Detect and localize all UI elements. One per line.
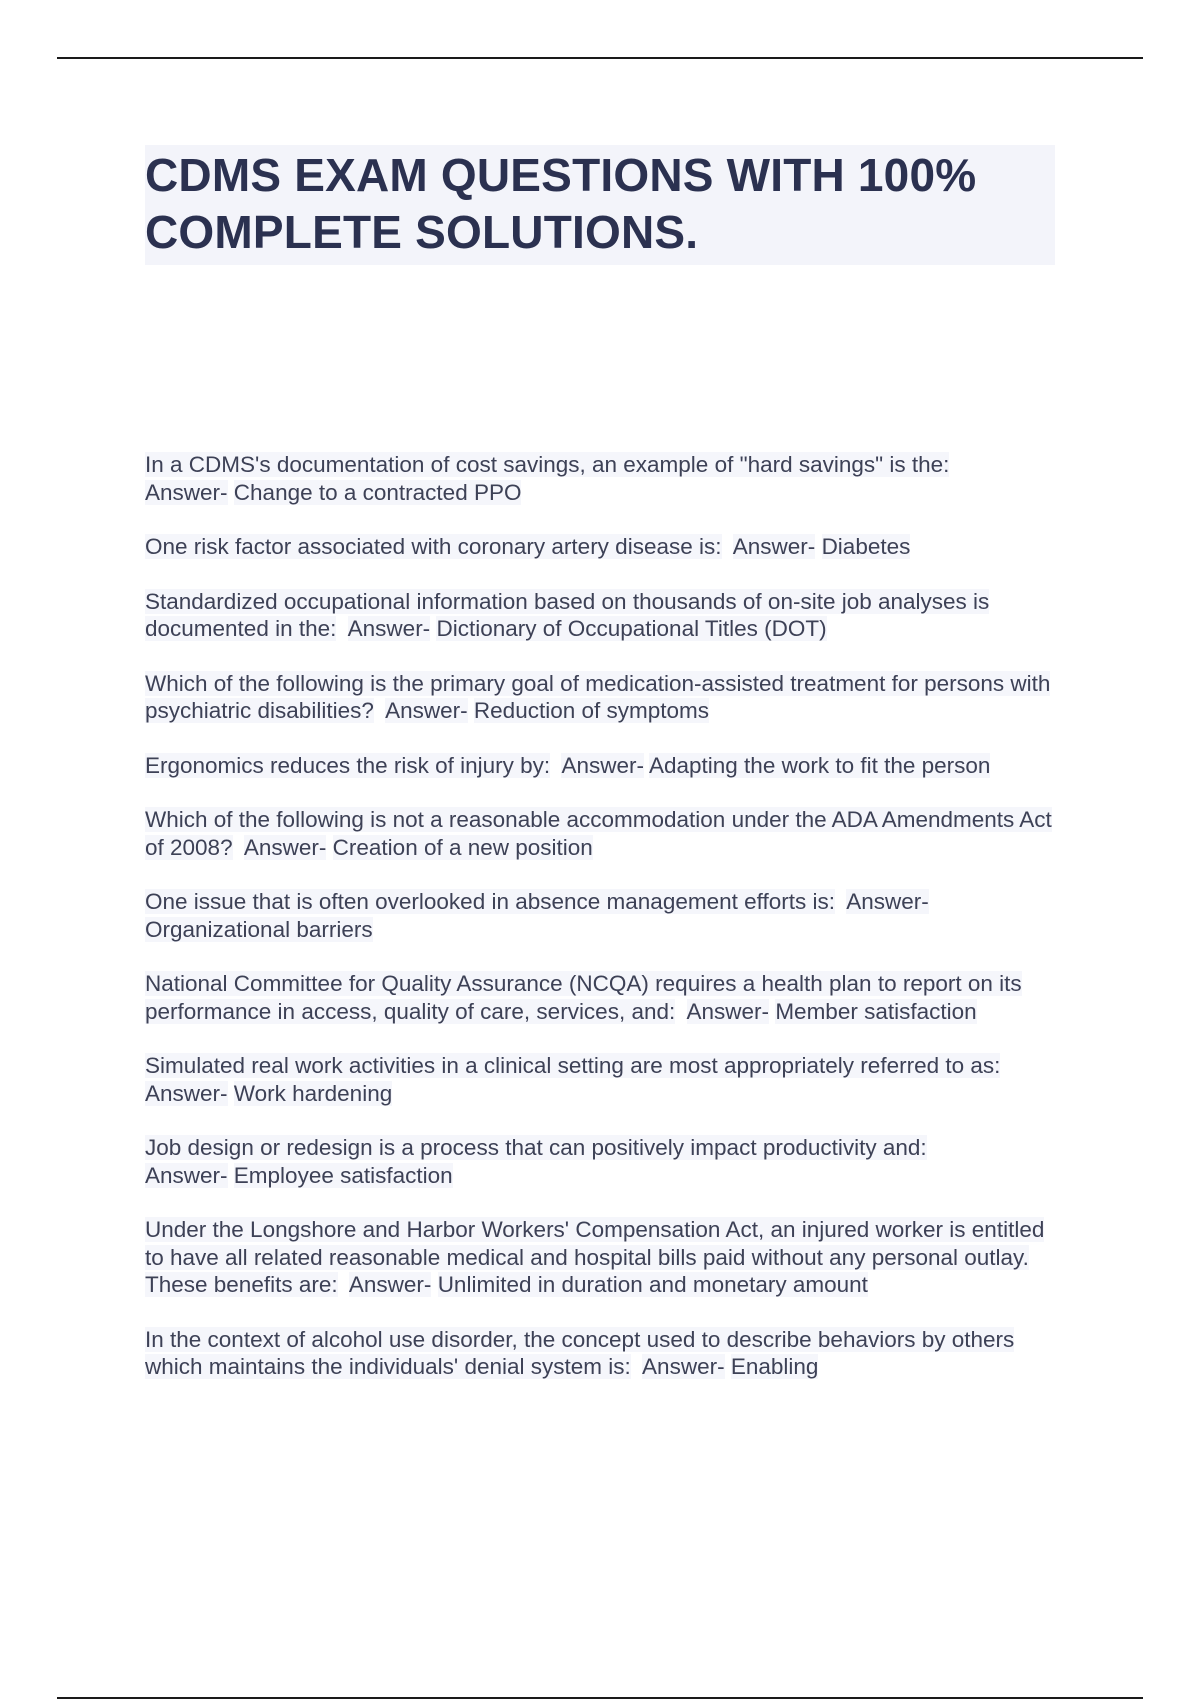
qa-item xyxy=(145,970,1060,1025)
answer-text: Dictionary of Occupational Titles (DOT) xyxy=(436,616,827,641)
answer-text: Organizational barriers xyxy=(145,916,373,942)
qa-item xyxy=(145,888,1060,943)
answer-label: Answer- xyxy=(561,752,644,778)
answer-label: Answer- xyxy=(732,534,816,559)
answer-text: Work hardening xyxy=(233,1080,393,1106)
qa-item xyxy=(145,533,1060,561)
answer-text: Diabetes xyxy=(821,534,911,559)
qa-item xyxy=(145,806,1060,861)
question-text: In the context of alcohol use disorder, the concept used to describe behaviors by others which maintains the individuals' denial system is: xyxy=(145,1326,1015,1379)
question-text: One issue that is often overlooked in absence management efforts is: xyxy=(145,889,835,914)
question-text: One risk factor associated with coronary artery disease is: xyxy=(145,534,722,559)
answer-label: Answer- xyxy=(642,1354,725,1379)
question-text: Which of the following is the primary goal of medication-assisted treatment for persons with psychiatric disabilities? xyxy=(145,670,1051,723)
question-text: Standardized occupational information based on thousands of on-site job analyses is documented in the: xyxy=(145,588,990,641)
answer-text: Reduction of symptoms xyxy=(473,698,710,723)
question-text: Job design or redesign is a process that can positively impact productivity and: xyxy=(145,1135,927,1160)
answer-label: Answer- xyxy=(145,1080,228,1106)
answer-label: Answer- xyxy=(385,698,468,723)
document-header xyxy=(145,145,1055,265)
answer-text: Creation of a new position xyxy=(332,834,593,860)
answer-label: Answer- xyxy=(243,834,327,860)
answer-text: Adapting the work to fit the person xyxy=(648,752,991,778)
bottom-rule xyxy=(57,1697,1143,1699)
qa-item xyxy=(145,1326,1060,1381)
top-rule xyxy=(57,57,1143,59)
document-title xyxy=(145,147,1055,261)
qa-item xyxy=(145,1052,1060,1107)
qa-item xyxy=(145,1216,1060,1299)
answer-label: Answer- xyxy=(348,1272,432,1297)
qa-list xyxy=(145,451,1060,1408)
question-text: Simulated real work activities in a clinical setting are most appropriately referred to as: xyxy=(145,1053,1001,1078)
answer-text: Unlimited in duration and monetary amount xyxy=(437,1272,868,1297)
title-line-2: COMPLETE SOLUTIONS. xyxy=(145,206,699,258)
qa-item xyxy=(145,1134,1060,1189)
answer-text: Employee satisfaction xyxy=(233,1162,453,1188)
question-text: In a CDMS's documentation of cost savings, an example of "hard savings" is the: xyxy=(145,452,950,477)
question-text: Which of the following is not a reasonable accommodation under the ADA Amendments Act of 2008? xyxy=(145,807,1052,860)
qa-item xyxy=(145,752,1060,780)
answer-text: Change to a contracted PPO xyxy=(233,479,522,505)
answer-text: Enabling xyxy=(730,1354,819,1379)
qa-item xyxy=(145,588,1060,643)
question-text: Ergonomics reduces the risk of injury by: xyxy=(145,752,551,778)
answer-label: Answer- xyxy=(145,1162,228,1188)
answer-label: Answer- xyxy=(347,616,431,641)
qa-item xyxy=(145,670,1060,725)
answer-label: Answer- xyxy=(846,889,929,914)
title-block xyxy=(145,145,1055,265)
question-text: Under the Longshore and Harbor Workers' Compensation Act, an injured worker is entitled to have all related reasonable medical and hospital bills paid without any personal outlay. These benefits are: xyxy=(145,1217,1045,1297)
qa-item xyxy=(145,451,1060,506)
answer-label: Answer- xyxy=(686,998,770,1024)
answer-text: Member satisfaction xyxy=(775,998,977,1024)
title-line-1: CDMS EXAM QUESTIONS WITH 100% xyxy=(145,149,977,201)
answer-label: Answer- xyxy=(145,479,228,505)
question-text: National Committee for Quality Assurance (NCQA) requires a health plan to report on its performance in access, quality of care, services, and: xyxy=(145,971,1022,1024)
